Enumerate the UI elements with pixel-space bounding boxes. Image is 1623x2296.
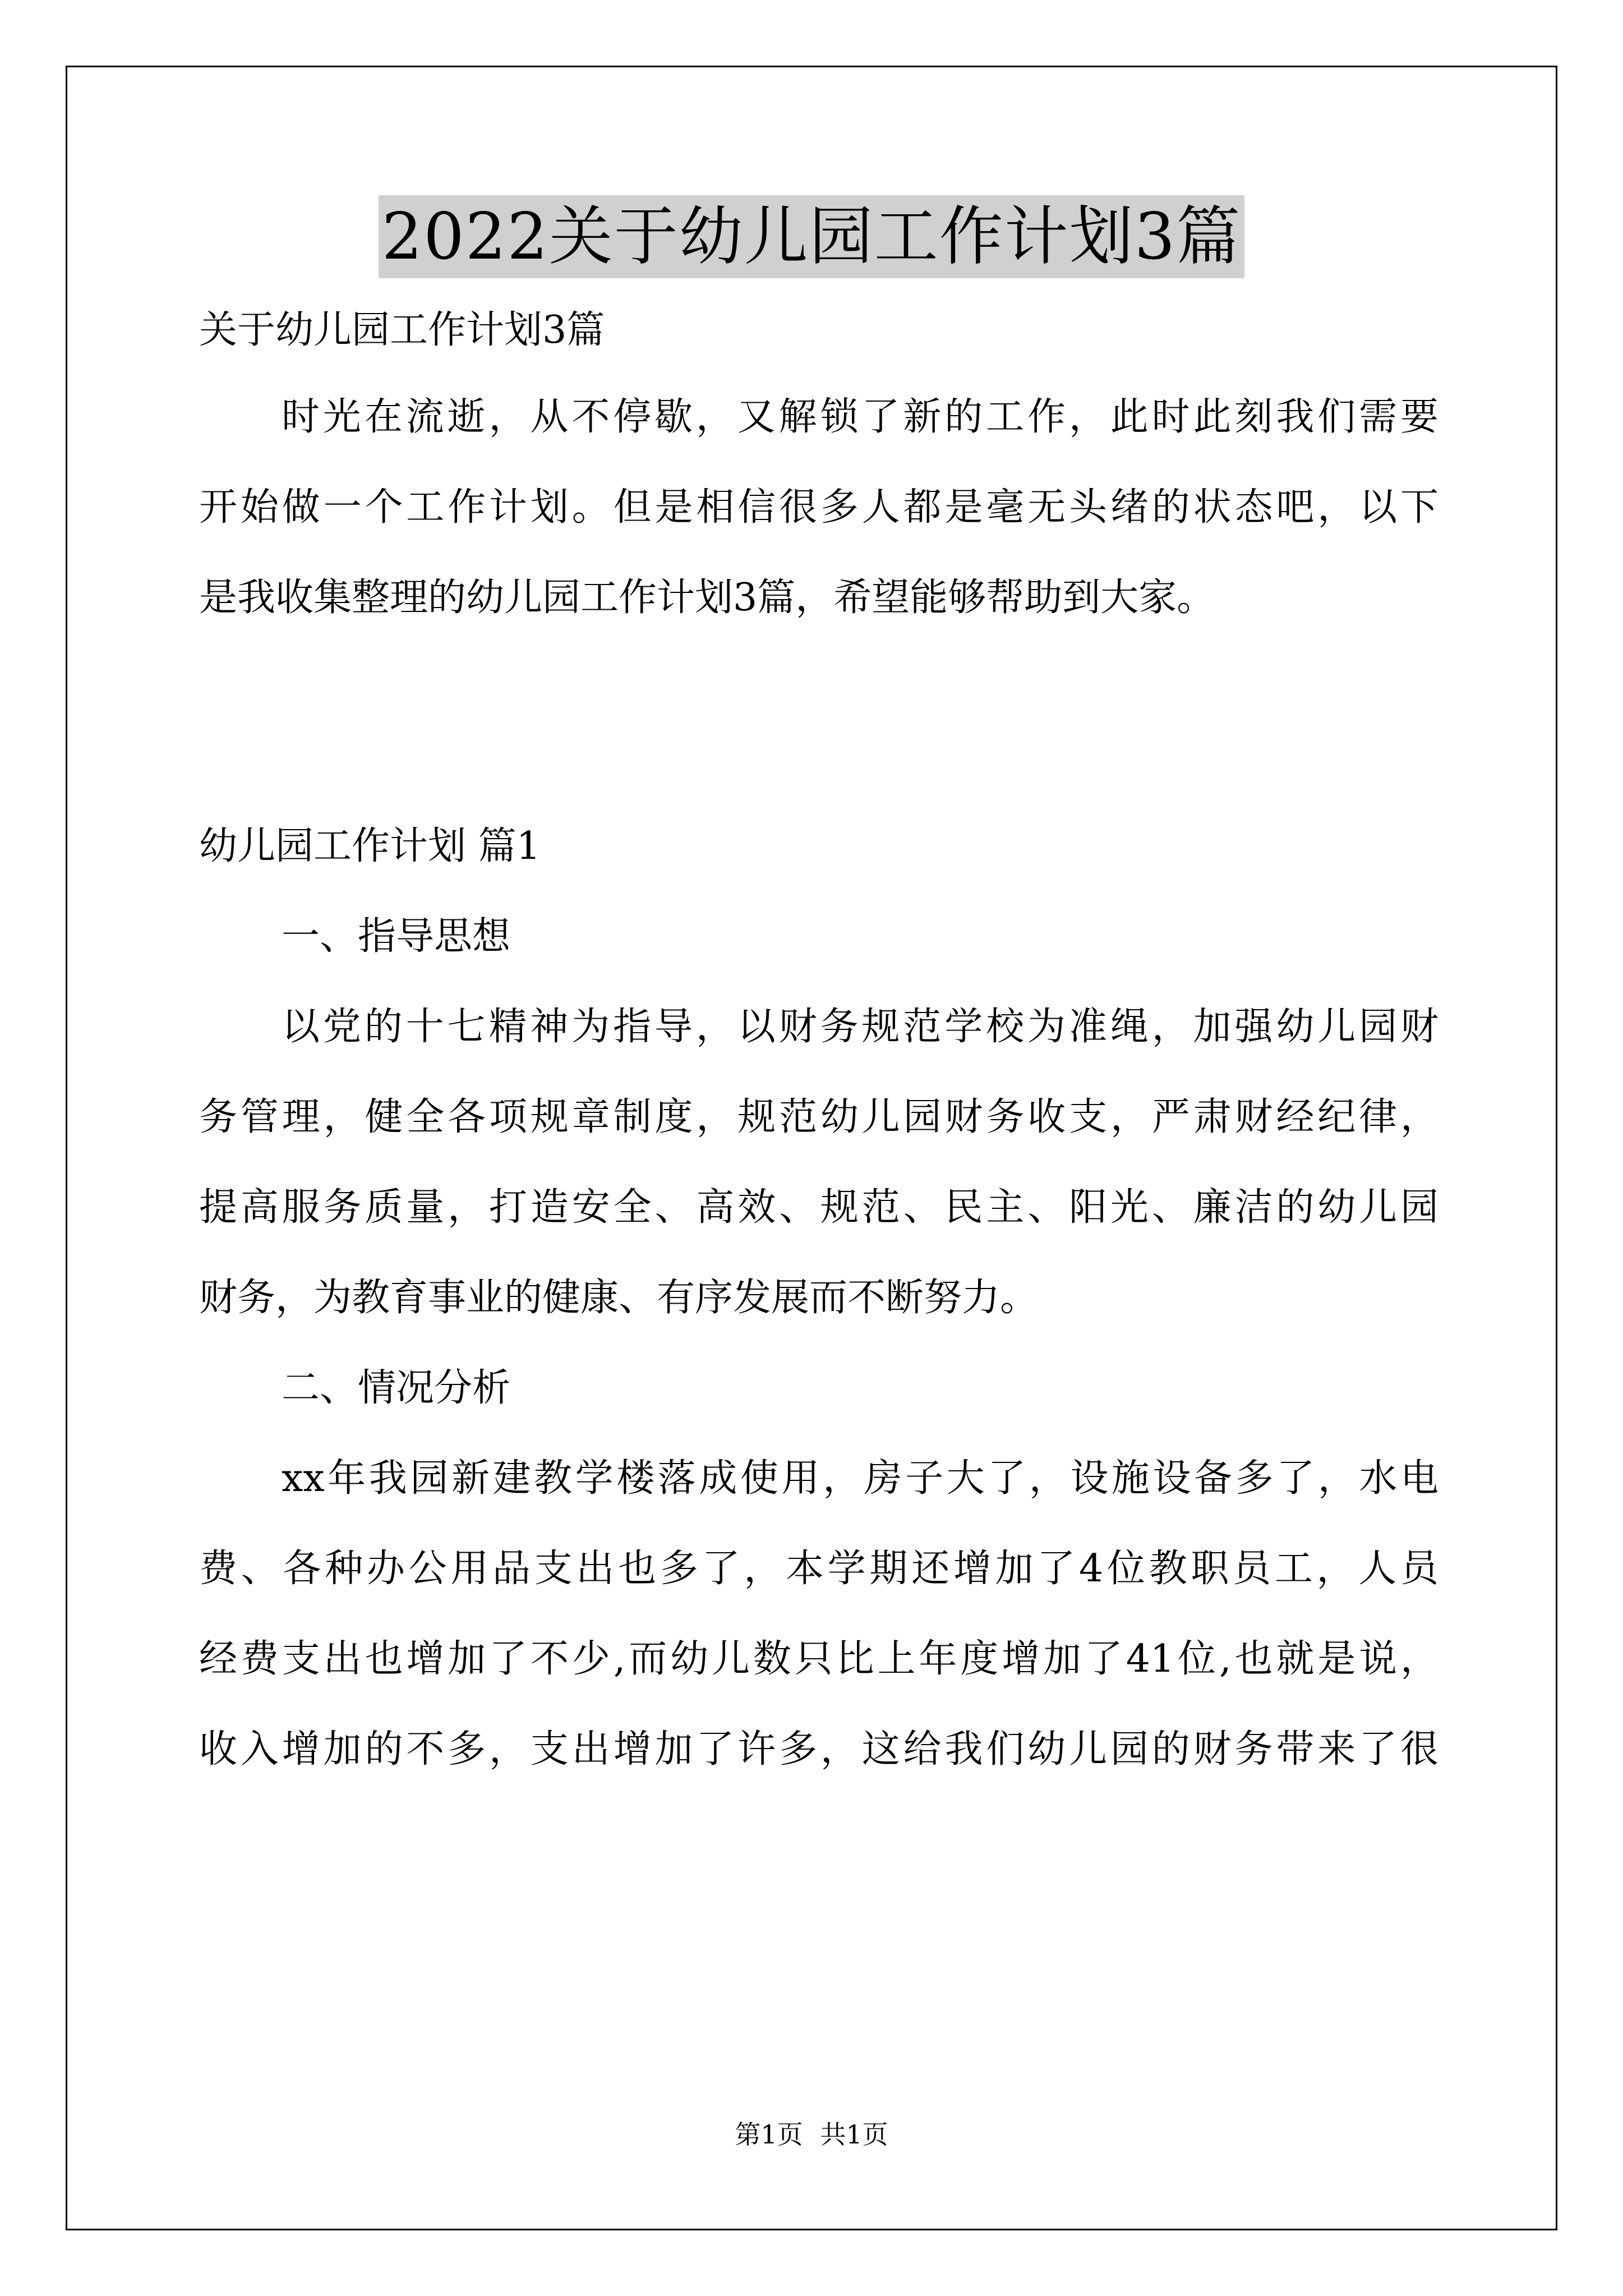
part1-line-2: 务管理，健全各项规章制度，规范幼儿园财务收支，严肃财经纪律， [199,1095,1438,1139]
part2-line-1: xx年我园新建教学楼落成使用，房子大了，设施设备多了，水电 [282,1456,1438,1501]
part2-line-4: 收入增加的不多，支出增加了许多，这给我们幼儿园的财务带来了很 [199,1727,1438,1772]
part2-line-3: 经费支出也增加了不少,而幼儿数只比上年度增加了41位,也就是说， [199,1637,1438,1681]
part2-heading: 二、情况分析 [282,1366,511,1410]
part1-line-4: 财务，为教育事业的健康、有序发展而不断努力。 [199,1276,1039,1320]
document-title: 2022关于幼儿园工作计划3篇 [379,195,1245,278]
title-container [0,195,1623,278]
section-heading: 幼儿园工作计划 篇1 [199,824,541,868]
part1-line-3: 提高服务质量，打造安全、高效、规范、民主、阳光、廉洁的幼儿园 [199,1185,1438,1230]
intro-line-1: 时光在流逝，从不停歇，又解锁了新的工作，此时此刻我们需要 [282,395,1438,439]
page-border [66,66,1557,2230]
part1-heading: 一、指导思想 [282,914,511,959]
intro-line-2: 开始做一个工作计划。但是相信很多人都是毫无头绪的状态吧，以下 [199,485,1438,530]
part2-line-2: 费、各种办公用品支出也多了，本学期还增加了4位教职员工，人员 [199,1547,1438,1591]
part1-line-1: 以党的十七精神为指导，以财务规范学校为准绳，加强幼儿园财 [282,1005,1438,1049]
document-subtitle: 关于幼儿园工作计划3篇 [199,308,605,352]
page-total: 共1页 [820,2119,888,2150]
page-number: 第1页 [735,2119,803,2150]
page-footer [0,2120,1623,2148]
intro-line-3: 是我收集整理的幼儿园工作计划3篇，希望能够帮助到大家。 [199,576,1215,620]
